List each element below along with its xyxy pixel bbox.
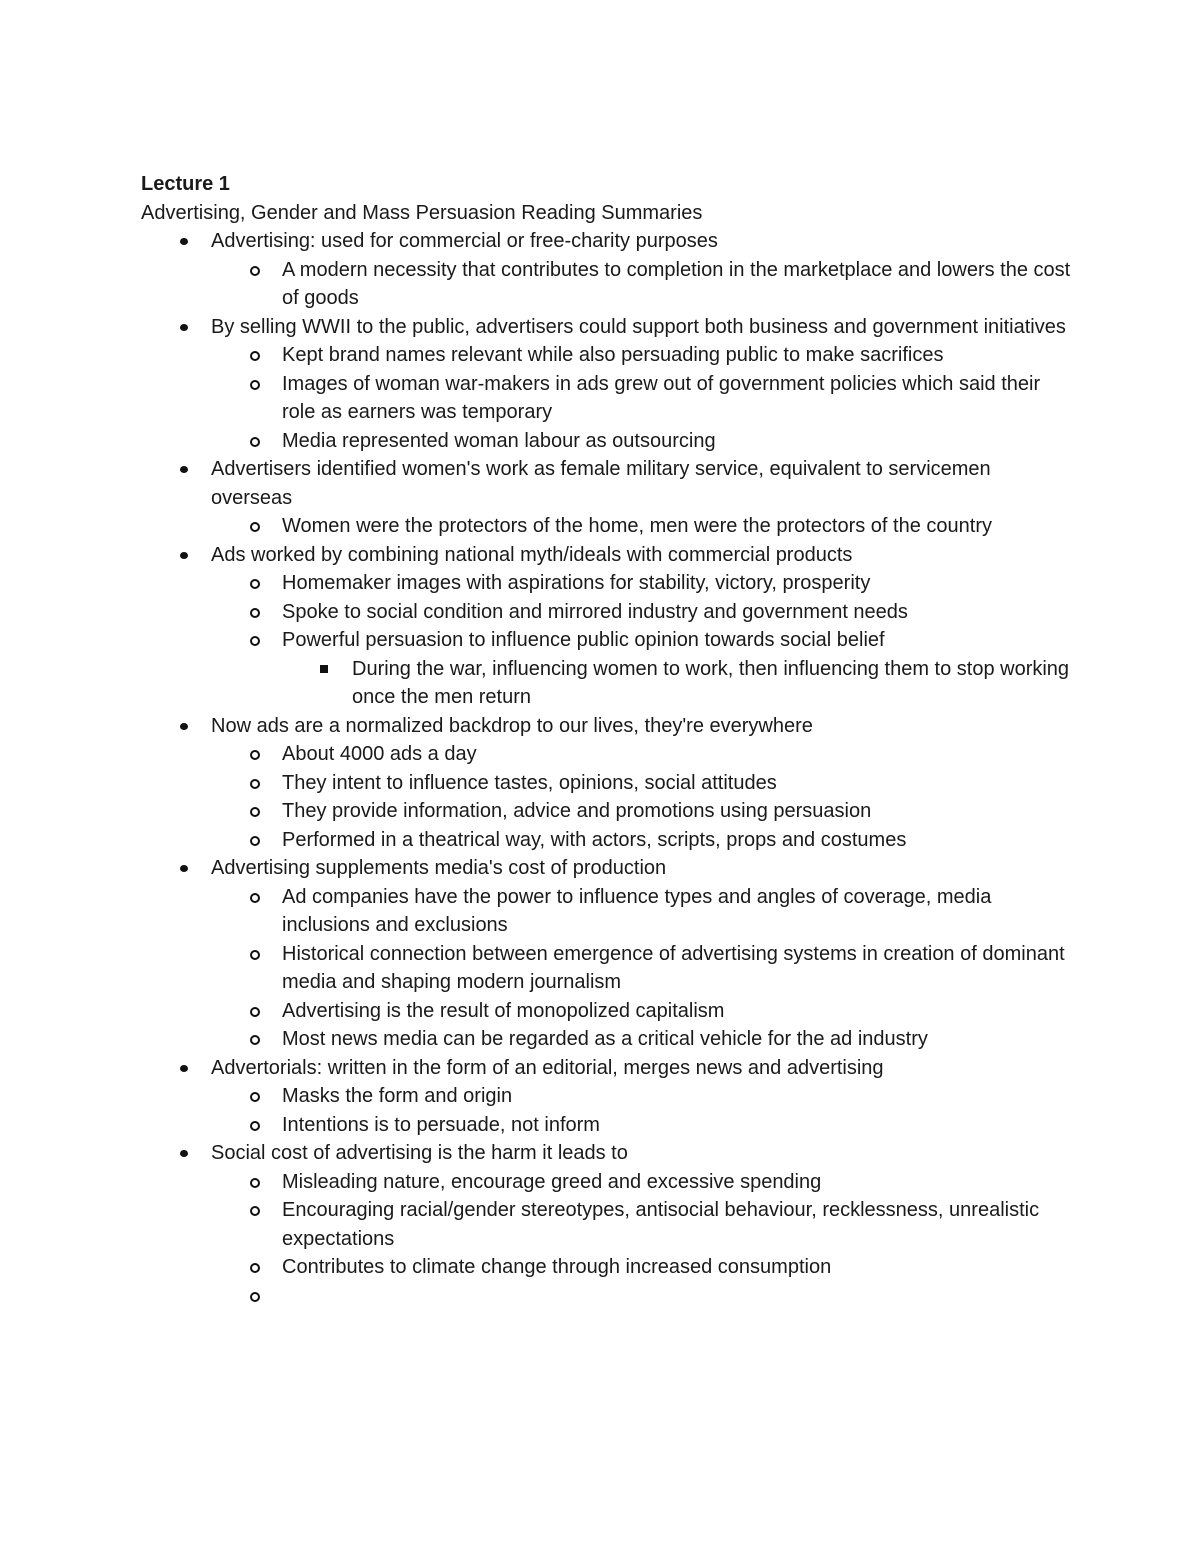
bullet-hollow-circle-icon [250, 522, 260, 532]
bullet-hollow-circle-icon [250, 807, 260, 817]
bullet-hollow-circle-icon [250, 1292, 260, 1302]
list-item-text: Misleading nature, encourage greed and excessive spending [282, 1170, 822, 1193]
bullet-hollow-circle-icon [250, 608, 260, 618]
list-item [141, 313, 1071, 342]
list-item-text: Advertisers identified women's work as female military service, equivalent to servicemen overseas [211, 458, 991, 509]
bullet-hollow-circle-icon [250, 836, 260, 846]
list-item [141, 740, 1071, 769]
list-item [141, 1196, 1071, 1253]
list-item [141, 455, 1071, 512]
list-item-text: Masks the form and origin [282, 1085, 513, 1107]
list-item-text: Spoke to social condition and mirrored industry and government needs [282, 600, 908, 623]
bullet-hollow-circle-icon [250, 1007, 260, 1017]
list-item [141, 883, 1071, 940]
bullet-filled-circle-icon [180, 552, 188, 559]
bullet-filled-circle-icon [180, 865, 188, 872]
list-item-text: Kept brand names relevant while also persuading public to make sacrifices [282, 344, 944, 366]
list-item-text: Ads worked by combining national myth/ideals with commercial products [211, 543, 853, 566]
bullet-filled-circle-icon [180, 324, 188, 331]
bullet-hollow-circle-icon [250, 266, 260, 276]
list-item-text: Advertising supplements media's cost of production [211, 857, 667, 879]
list-item-text: They intent to influence tastes, opinions, social attitudes [282, 771, 777, 794]
notes-list [141, 227, 1071, 1310]
list-item-text: Ad companies have the power to influence types and angles of coverage, media inclusions and exclusions [282, 885, 992, 936]
bullet-hollow-circle-icon [250, 437, 260, 447]
bullet-hollow-circle-icon [250, 1178, 260, 1188]
bullet-hollow-circle-icon [250, 893, 260, 903]
list-item-text: Images of woman war-makers in ads grew out of government policies which said their role as earners was temporary [282, 372, 1041, 423]
list-item-text: Performed in a theatrical way, with actors, scripts, props and costumes [282, 828, 907, 851]
list-item [141, 854, 1071, 883]
list-item [141, 655, 1071, 712]
list-item-text: Advertising is the result of monopolized capitalism [282, 999, 725, 1022]
list-item [141, 997, 1071, 1026]
document-subtitle: Advertising, Gender and Mass Persuasion Reading Summaries [141, 201, 703, 224]
list-item-text: Powerful persuasion to influence public opinion towards social belief [282, 629, 885, 651]
list-item [141, 598, 1071, 627]
list-item-text: Historical connection between emergence of advertising systems in creation of dominant media and shaping modern journalism [282, 942, 1065, 993]
list-item [141, 712, 1071, 741]
bullet-filled-circle-icon [180, 1150, 188, 1157]
document-page [141, 170, 1071, 1310]
list-item-text: Social cost of advertising is the harm it leads to [211, 1142, 628, 1164]
list-item-text: Women were the protectors of the home, men were the protectors of the country [282, 515, 992, 537]
bullet-hollow-circle-icon [250, 1121, 260, 1131]
list-item [141, 769, 1071, 798]
bullet-hollow-circle-icon [250, 1206, 260, 1216]
bullet-filled-circle-icon [180, 238, 188, 245]
list-item [141, 256, 1071, 313]
list-item [141, 1253, 1071, 1282]
bullet-hollow-circle-icon [250, 750, 260, 760]
list-item-text: Now ads are a normalized backdrop to our lives, they're everywhere [211, 714, 813, 737]
list-item [141, 541, 1071, 570]
list-item [141, 797, 1071, 826]
list-item-text: Contributes to climate change through increased consumption [282, 1256, 832, 1278]
document-title: Lecture 1 [141, 173, 230, 195]
bullet-hollow-circle-icon [250, 779, 260, 789]
list-item [141, 626, 1071, 655]
list-item-text: About 4000 ads a day [282, 743, 477, 765]
bullet-hollow-circle-icon [250, 579, 260, 589]
bullet-square-icon [320, 665, 328, 673]
list-item [141, 826, 1071, 855]
list-item [141, 427, 1071, 456]
bullet-filled-circle-icon [180, 723, 188, 730]
list-item [141, 1025, 1071, 1054]
list-item-text: Encouraging racial/gender stereotypes, antisocial behaviour, recklessness, unrealistic expectations [282, 1199, 1040, 1250]
list-item [141, 1111, 1071, 1140]
bullet-filled-circle-icon [180, 466, 188, 473]
list-item [141, 1282, 1071, 1311]
list-item-text: They provide information, advice and promotions using persuasion [282, 800, 872, 822]
list-item-text: Advertising: used for commercial or free-charity purposes [211, 230, 718, 252]
list-item-text: A modern necessity that contributes to completion in the marketplace and lowers the cost of goods [282, 258, 1071, 309]
list-item [141, 1054, 1071, 1083]
list-item [141, 370, 1071, 427]
bullet-filled-circle-icon [180, 1065, 188, 1072]
list-item [141, 227, 1071, 256]
list-item-text: During the war, influencing women to work, then influencing them to stop working once the men return [352, 657, 1070, 708]
list-item [141, 940, 1071, 997]
list-item [141, 1168, 1071, 1197]
bullet-hollow-circle-icon [250, 950, 260, 960]
list-item [141, 1082, 1071, 1111]
list-item-text: Advertorials: written in the form of an editorial, merges news and advertising [211, 1056, 884, 1079]
list-item [141, 1139, 1071, 1168]
list-item-text: Most news media can be regarded as a critical vehicle for the ad industry [282, 1028, 928, 1050]
bullet-hollow-circle-icon [250, 1263, 260, 1273]
bullet-hollow-circle-icon [250, 636, 260, 646]
list-item-text: Media represented woman labour as outsourcing [282, 429, 716, 452]
bullet-hollow-circle-icon [250, 1035, 260, 1045]
list-item-text [282, 1285, 288, 1307]
list-item-text: Homemaker images with aspirations for stability, victory, prosperity [282, 572, 871, 594]
bullet-hollow-circle-icon [250, 380, 260, 390]
list-item [141, 341, 1071, 370]
bullet-hollow-circle-icon [250, 1092, 260, 1102]
list-item-text: By selling WWII to the public, advertisers could support both business and government initiatives [211, 315, 1066, 338]
list-item [141, 512, 1071, 541]
list-item-text: Intentions is to persuade, not inform [282, 1113, 600, 1136]
bullet-hollow-circle-icon [250, 351, 260, 361]
list-item [141, 569, 1071, 598]
